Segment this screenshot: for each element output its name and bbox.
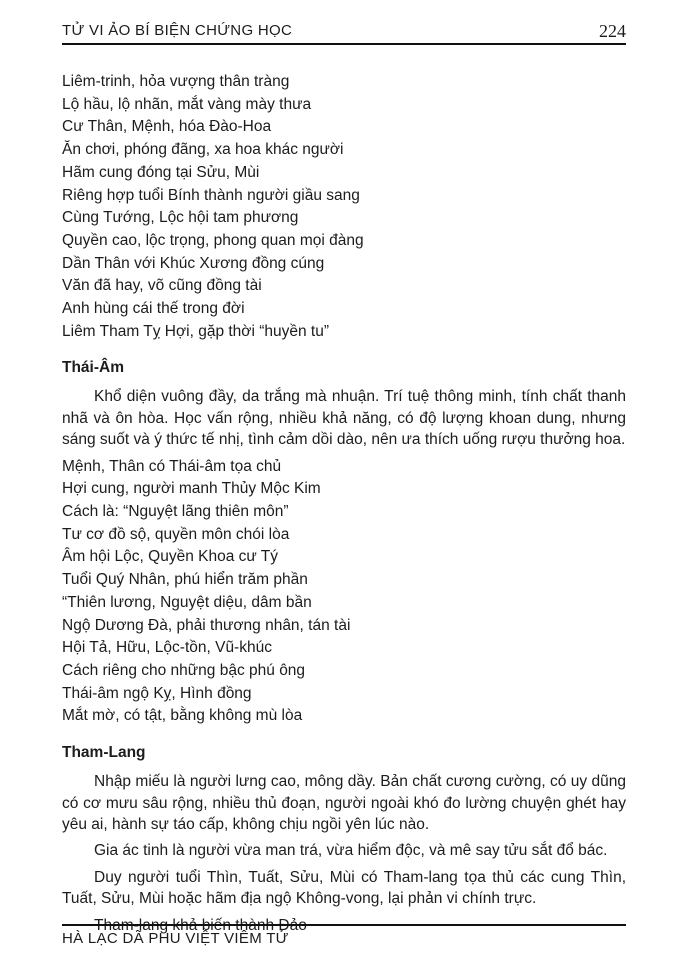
section-thai-am (62, 357, 626, 728)
verse-line: Liêm-trinh, hỏa vượng thân tràng (62, 73, 290, 90)
verse-line: Anh hùng cái thế trong đời (62, 300, 245, 318)
verse-line: “Thiên lương, Nguyệt diệu, dâm bần (62, 593, 312, 611)
verse-line: Mắt mờ, có tật, bằng không mù lòa (62, 707, 303, 725)
body-paragraph: Gia ác tinh là người vừa man trá, vừa hiểm độc, và mê say tửu sắt đổ bác. (94, 842, 608, 860)
running-title: TỬ VI ẢO BÍ BIỆN CHỨNG HỌC (62, 22, 293, 39)
verse-line: Ăn chơi, phóng đãng, xa hoa khác người (62, 141, 344, 159)
page-header (62, 22, 626, 45)
verse-line: Liêm Tham Tỵ Hợi, gặp thời “huyền tu” (62, 322, 330, 340)
verse-block-thai-am (62, 456, 626, 728)
verse-line: Tư cơ đồ sộ, quyền môn chói lòa (62, 525, 290, 543)
body-paragraph: Duy người tuổi Thìn, Tuất, Sửu, Mùi có Tham-lang tọa thủ các cung Thìn, Tuất, Sửu, Mùi hoặc hãm địa ngộ Không-vong, lại phản vi chính trực. (62, 868, 626, 908)
verse-line: Cùng Tướng, Lộc hội tam phương (62, 209, 299, 227)
verse-line: Văn đã hay, võ cũng đồng tài (62, 277, 262, 295)
verse-line: Dần Thân với Khúc Xương đồng cúng (62, 254, 325, 272)
verse-line: Riêng hợp tuổi Bính thành người giầu sang (62, 186, 360, 204)
verse-line: Hãm cung đóng tại Sửu, Mùi (62, 163, 260, 181)
section-tham-lang (62, 742, 626, 936)
body-paragraph: Nhập miếu là người lưng cao, mông dầy. Bản chất cương cường, có uy dũng có cơ mưu sâu rộng, nhiều thủ đoạn, người ngoài khó đo lường chuyện ghét hay yêu ai, hành sự táo cấp, không chịu ngồi yên lúc nào. (62, 773, 626, 833)
verse-line: Hợi cung, người manh Thủy Mộc Kim (62, 480, 321, 498)
verse-line: Quyền cao, lộc trọng, phong quan mọi đàng (62, 231, 364, 249)
section-heading-tham-lang: Tham-Lang (62, 744, 146, 762)
page-number: 224 (599, 21, 626, 41)
verse-line: Cách riêng cho những bậc phú ông (62, 661, 306, 679)
verse-line: Thái-âm ngộ Kỵ, Hình đồng (62, 684, 252, 702)
page-footer (62, 924, 626, 948)
verse-line: Lộ hầu, lộ nhãn, mắt vàng mày thưa (62, 95, 312, 113)
section-heading-thai-am: Thái-Âm (62, 359, 124, 377)
verse-line: Tuổi Quý Nhân, phú hiển trăm phần (62, 571, 308, 589)
verse-line: Ngộ Dương Đà, phải thương nhân, tán tài (62, 616, 351, 634)
body-paragraph: Khổ diện vuông đầy, da trắng mà nhuận. Trí tuệ thông minh, tính chất thanh nhã và ôn hòa. Học vấn rộng, nhiều khả năng, có độ lượng khoan dung, nhưng sáng suốt và ý thức tế nhị, tình cảm dồi dào, nên ưa thích uống rượu thưởng hoa. (62, 388, 626, 449)
verse-line: Mệnh, Thân có Thái-âm tọa chủ (62, 457, 282, 475)
verse-line: Cư Thân, Mệnh, hóa Đào-Hoa (62, 118, 272, 136)
verse-line: Cách là: “Nguyệt lãng thiên môn” (62, 503, 289, 521)
verse-line: Hội Tả, Hữu, Lộc-tồn, Vũ-khúc (62, 639, 272, 657)
body-paragraph: Tham-lang khả biến thành Đảo (94, 916, 307, 934)
verse-block-liem-trinh (62, 71, 626, 343)
verse-line: Âm hội Lộc, Quyền Khoa cư Tý (62, 548, 279, 566)
footer-author: HÀ LẠC DÃ PHU VIỆT VIÊM TỬ (62, 930, 289, 947)
page-content (62, 71, 626, 936)
